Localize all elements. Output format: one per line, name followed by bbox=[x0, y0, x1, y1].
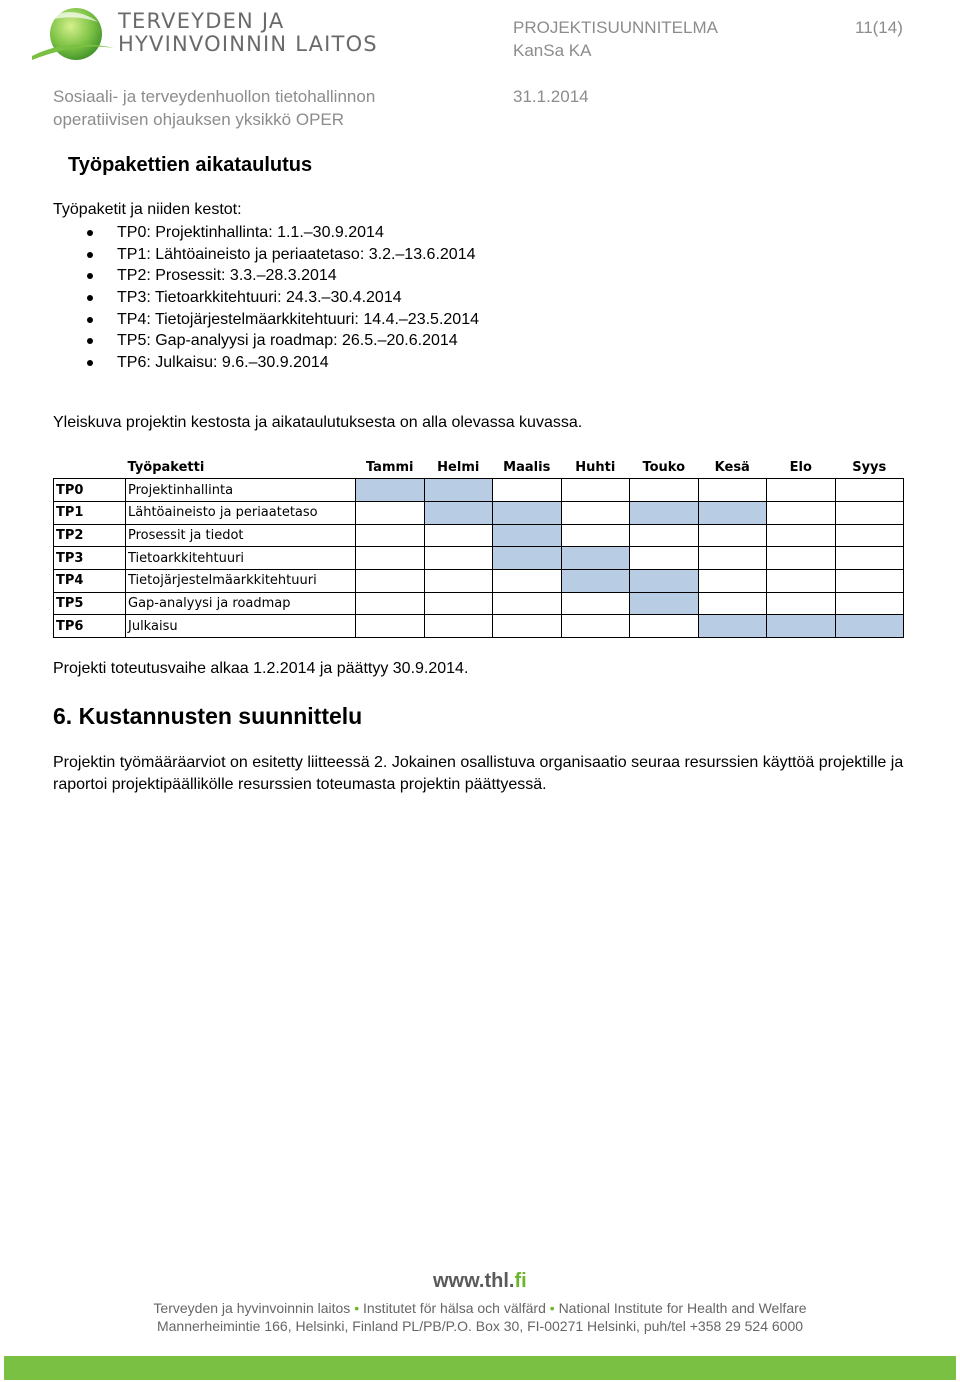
work-package-list bbox=[53, 222, 479, 374]
gantt-bar-cell bbox=[698, 615, 767, 638]
gantt-bar-cell bbox=[698, 501, 767, 524]
gantt-empty-cell bbox=[630, 547, 699, 570]
work-package-code: TP4 bbox=[54, 569, 126, 592]
gantt-bar-cell bbox=[767, 615, 836, 638]
gantt-header-row bbox=[54, 456, 904, 479]
work-package-name: Julkaisu bbox=[126, 615, 356, 638]
gantt-empty-cell bbox=[424, 569, 493, 592]
gantt-row bbox=[54, 569, 904, 592]
bullet-icon bbox=[87, 273, 93, 279]
footer-website[interactable]: www.thl.fi bbox=[433, 1270, 527, 1292]
month-header: Maalis bbox=[503, 459, 551, 475]
list-item: TP3: Tietoarkkitehtuuri: 24.3.–30.4.2014 bbox=[53, 287, 479, 309]
list-item: TP2: Prosessit: 3.3.–28.3.2014 bbox=[53, 265, 479, 287]
gantt-empty-cell bbox=[356, 547, 425, 570]
gantt-bar-cell bbox=[493, 524, 562, 547]
gantt-empty-cell bbox=[356, 524, 425, 547]
gantt-empty-cell bbox=[493, 615, 562, 638]
gantt-empty-cell bbox=[835, 569, 904, 592]
document-type: PROJEKTISUUNNITELMA bbox=[513, 18, 718, 37]
cost-text: Projektin työmääräarviot on esitetty liitteessä 2. Jokainen osallistuva organisaatio seuraa resurssien käyttöä projektille ja raportoi projektipäällikölle resurssien toteumasta projektin päättyessä. bbox=[53, 754, 904, 793]
gantt-row bbox=[54, 501, 904, 524]
gantt-empty-cell bbox=[424, 615, 493, 638]
work-package-name: Tietojärjestelmäarkkitehtuuri bbox=[126, 569, 356, 592]
bullet-icon bbox=[87, 252, 93, 258]
gantt-empty-cell bbox=[698, 592, 767, 615]
gantt-bar-cell bbox=[561, 569, 630, 592]
gantt-empty-cell bbox=[493, 569, 562, 592]
work-package-name: Prosessit ja tiedot bbox=[126, 524, 356, 547]
gantt-empty-cell bbox=[561, 524, 630, 547]
gantt-bar-cell bbox=[630, 592, 699, 615]
gantt-empty-cell bbox=[767, 592, 836, 615]
gantt-bar-cell bbox=[493, 501, 562, 524]
gantt-header-label: Työpaketti bbox=[127, 459, 205, 475]
gantt-empty-cell bbox=[356, 615, 425, 638]
gantt-empty-cell bbox=[424, 592, 493, 615]
gantt-empty-cell bbox=[698, 524, 767, 547]
gantt-bar-cell bbox=[630, 569, 699, 592]
list-item: TP0: Projektinhallinta: 1.1.–30.9.2014 bbox=[53, 222, 479, 244]
work-package-name: Projektinhallinta bbox=[126, 479, 356, 502]
document-subtitle: KanSa KA bbox=[513, 41, 592, 60]
org-line-2: operatiivisen ohjauksen yksikkö OPER bbox=[53, 110, 345, 129]
bullet-icon bbox=[87, 360, 93, 366]
month-header: Elo bbox=[789, 459, 812, 475]
month-header: Kesä bbox=[714, 459, 750, 475]
gantt-empty-cell bbox=[835, 501, 904, 524]
gantt-empty-cell bbox=[493, 592, 562, 615]
gantt-row bbox=[54, 615, 904, 638]
gantt-empty-cell bbox=[424, 524, 493, 547]
gantt-empty-cell bbox=[561, 501, 630, 524]
month-header: Tammi bbox=[365, 459, 414, 475]
gantt-bar-cell bbox=[356, 479, 425, 502]
work-package-code: TP2 bbox=[54, 524, 126, 547]
gantt-empty-cell bbox=[356, 501, 425, 524]
gantt-table bbox=[53, 456, 904, 638]
bullet-icon bbox=[87, 317, 93, 323]
intro-text: Työpaketit ja niiden kestot: bbox=[53, 201, 242, 218]
month-header: Helmi bbox=[437, 459, 480, 475]
gantt-empty-cell bbox=[356, 569, 425, 592]
gantt-bar-cell bbox=[424, 501, 493, 524]
gantt-empty-cell bbox=[835, 547, 904, 570]
gantt-empty-cell bbox=[493, 479, 562, 502]
work-package-name: Lähtöaineisto ja periaatetaso bbox=[126, 501, 356, 524]
gantt-empty-cell bbox=[835, 592, 904, 615]
gantt-row bbox=[54, 524, 904, 547]
project-span-text: Projekti toteutusvaihe alkaa 1.2.2014 ja päättyy 30.9.2014. bbox=[53, 660, 469, 677]
gantt-bar-cell bbox=[493, 547, 562, 570]
section-6-heading: 6. Kustannusten suunnittelu bbox=[53, 703, 363, 729]
section-heading: Työpakettien aikataulutus bbox=[68, 154, 313, 176]
gantt-bar-cell bbox=[835, 615, 904, 638]
bullet-icon bbox=[87, 295, 93, 301]
gantt-row bbox=[54, 592, 904, 615]
gantt-empty-cell bbox=[561, 615, 630, 638]
month-header: Huhti bbox=[575, 459, 616, 475]
list-item: TP4: Tietojärjestelmäarkkitehtuuri: 14.4.–23.5.2014 bbox=[53, 309, 479, 331]
gantt-empty-cell bbox=[767, 501, 836, 524]
month-header: Syys bbox=[852, 459, 887, 475]
gantt-empty-cell bbox=[630, 615, 699, 638]
list-item: TP6: Julkaisu: 9.6.–30.9.2014 bbox=[53, 352, 479, 374]
org-line-1: Sosiaali- ja terveydenhuollon tietohallinnon bbox=[53, 87, 376, 106]
work-package-code: TP6 bbox=[54, 615, 126, 638]
work-package-name: Tietoarkkitehtuuri bbox=[126, 547, 356, 570]
gantt-empty-cell bbox=[835, 479, 904, 502]
month-header: Touko bbox=[642, 459, 686, 475]
gantt-empty-cell bbox=[767, 479, 836, 502]
page-number: 11(14) bbox=[855, 18, 903, 37]
gantt-bar-cell bbox=[561, 547, 630, 570]
work-package-code: TP1 bbox=[54, 501, 126, 524]
gantt-row bbox=[54, 479, 904, 502]
list-item: TP5: Gap-analyysi ja roadmap: 26.5.–20.6.2014 bbox=[53, 330, 479, 352]
gantt-empty-cell bbox=[356, 592, 425, 615]
footer-org-names: Terveyden ja hyvinvoinnin laitos • Institutet för hälsa och välfärd • National Institute for Health and Welfare bbox=[153, 1300, 807, 1316]
gantt-bar-cell bbox=[424, 479, 493, 502]
gantt-row bbox=[54, 547, 904, 570]
gantt-empty-cell bbox=[561, 479, 630, 502]
gantt-empty-cell bbox=[698, 479, 767, 502]
footer-brand-bar bbox=[4, 1356, 956, 1380]
gantt-empty-cell bbox=[767, 569, 836, 592]
gantt-empty-cell bbox=[698, 547, 767, 570]
work-package-name: Gap-analyysi ja roadmap bbox=[126, 592, 356, 615]
work-package-code: TP3 bbox=[54, 547, 126, 570]
gantt-bar-cell bbox=[630, 501, 699, 524]
gantt-empty-cell bbox=[630, 524, 699, 547]
work-package-code: TP5 bbox=[54, 592, 126, 615]
gantt-empty-cell bbox=[767, 524, 836, 547]
gantt-empty-cell bbox=[630, 479, 699, 502]
footer-address: Mannerheimintie 166, Helsinki, Finland PL/PB/P.O. Box 30, FI-00271 Helsinki, puh/tel +358 29 524 6000 bbox=[156, 1318, 804, 1334]
bullet-icon bbox=[87, 338, 93, 344]
logo-wordmark: TERVEYDEN JA HYVINVOINNIN LAITOS bbox=[118, 9, 378, 56]
work-package-code: TP0 bbox=[54, 479, 126, 502]
document-date: 31.1.2014 bbox=[513, 87, 589, 106]
gantt-empty-cell bbox=[835, 524, 904, 547]
bullet-icon bbox=[87, 230, 93, 236]
gantt-empty-cell bbox=[424, 547, 493, 570]
overview-text: Yleiskuva projektin kestosta ja aikataulutuksesta on alla olevassa kuvassa. bbox=[53, 414, 583, 431]
gantt-empty-cell bbox=[698, 569, 767, 592]
gantt-empty-cell bbox=[561, 592, 630, 615]
list-item: TP1: Lähtöaineisto ja periaatetaso: 3.2.–13.6.2014 bbox=[53, 244, 479, 266]
gantt-empty-cell bbox=[767, 547, 836, 570]
